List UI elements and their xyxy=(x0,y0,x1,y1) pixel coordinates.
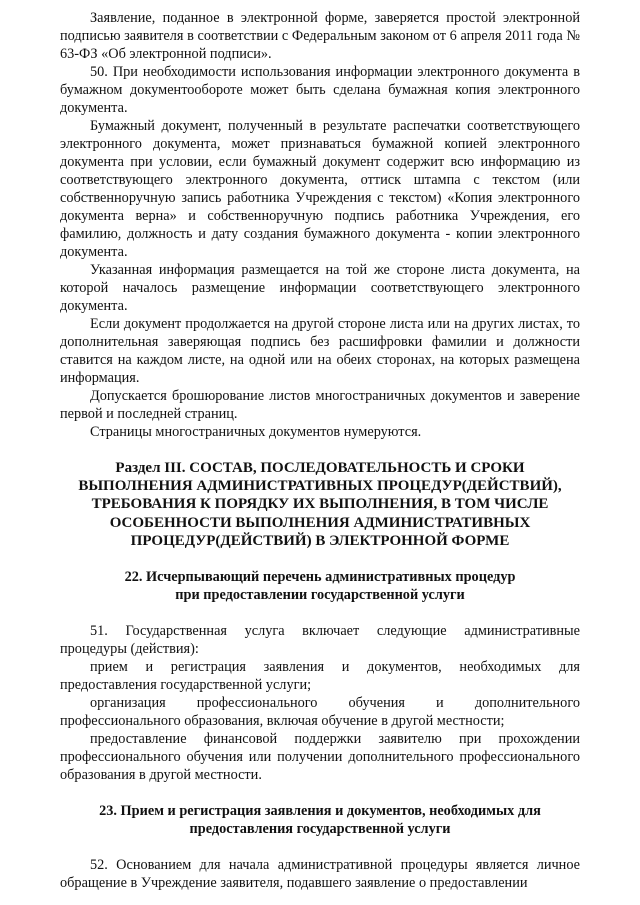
subsection-22-heading-line: при предоставлении государственной услуги xyxy=(175,587,465,604)
paragraph-page-numbering: Страницы многостраничных документов нумеруются. xyxy=(90,424,422,440)
paragraph-50: 50. При необходимости использования информации электронного документа в бумажном документообороте может быть сделана бумажная копия электронного документа. xyxy=(60,64,580,116)
paragraph-binding: Допускается брошюрование листов многостраничных документов и заверение первой и последней страниц. xyxy=(60,388,580,422)
subsection-23-heading-line: предоставления государственной услуги xyxy=(189,821,451,838)
subsection-23-body xyxy=(60,856,580,892)
section-3-heading-line: ПРОЦЕДУР(ДЕЙСТВИЙ) В ЭЛЕКТРОННОЙ ФОРМЕ xyxy=(130,532,510,549)
subsection-22-body xyxy=(60,622,580,784)
section-3-heading-line: ВЫПОЛНЕНИЯ АДМИНИСТРАТИВНЫХ ПРОЦЕДУР(ДЕЙСТВИЙ), xyxy=(78,478,562,495)
paragraph-electronic-signature: Заявление, поданное в электронной форме, заверяется простой электронной подписью заявителя в соответствии с Федеральным законом от 6 апреля 2011 года № 63-ФЗ «Об электронной подписи». xyxy=(60,10,580,62)
list-item-reception: прием и регистрация заявления и документов, необходимых для предоставления государственной услуги; xyxy=(60,659,580,694)
document-page xyxy=(60,9,580,892)
section-3-heading-line: Раздел III. СОСТАВ, ПОСЛЕДОВАТЕЛЬНОСТЬ И СРОКИ xyxy=(115,460,525,476)
subsection-23-heading-line: 23. Прием и регистрация заявления и документов, необходимых для xyxy=(99,803,541,820)
list-item-financial-support: предоставление финансовой поддержки заявителю при прохождении профессионального обучения или получении дополнительного профессионального образования в другой местности. xyxy=(60,731,580,784)
paragraph-continuation: Если документ продолжается на другой стороне листа или на других листах, то дополнительная заверяющая подпись без расшифровки фамилии и должности ставится на каждом листе, на одной или на обеих сторонах, на которых размещена информация. xyxy=(60,316,580,386)
subsection-22-heading-line: 22. Исчерпывающий перечень административных процедур xyxy=(124,569,516,586)
section-3-heading-line: ТРЕБОВАНИЯ К ПОРЯДКУ ИХ ВЫПОЛНЕНИЯ, В ТОМ ЧИСЛЕ xyxy=(91,496,549,513)
paragraph-paper-copy: Бумажный документ, полученный в результате распечатки соответствующего электронного документа, может признаваться бумажной копией электронного документа при условии, если бумажный документ содержит всю информацию из соответствующего электронного документа, оттиск штампа с текстом (или собственноручную запись работника Учреждения с текстом) «Копия электронного документа верна» и собственноручную подпись работника Учреждения, его фамилию, должность и дату создания бумажного документа - копии электронного документа. xyxy=(60,118,580,260)
subsection-22-heading xyxy=(60,568,580,604)
list-item-training: организация профессионального обучения и дополнительного профессионального образования, включая обучение в другой местности; xyxy=(60,695,580,730)
section-3-heading-line: ОСОБЕННОСТИ ВЫПОЛНЕНИЯ АДМИНИСТРАТИВНЫХ xyxy=(109,514,531,531)
subsection-23-heading xyxy=(60,802,580,838)
paragraph-info-placement: Указанная информация размещается на той же стороне листа документа, на которой началось размещение информации соответствующего электронного документа. xyxy=(60,262,580,314)
paragraph-52: 52. Основанием для начала административной процедуры является личное обращение в Учреждение заявителя, подавшего заявление о предоставлении xyxy=(60,857,580,892)
paragraph-51: 51. Государственная услуга включает следующие административные процедуры (действия): xyxy=(60,623,580,658)
section-3-heading xyxy=(60,459,580,550)
